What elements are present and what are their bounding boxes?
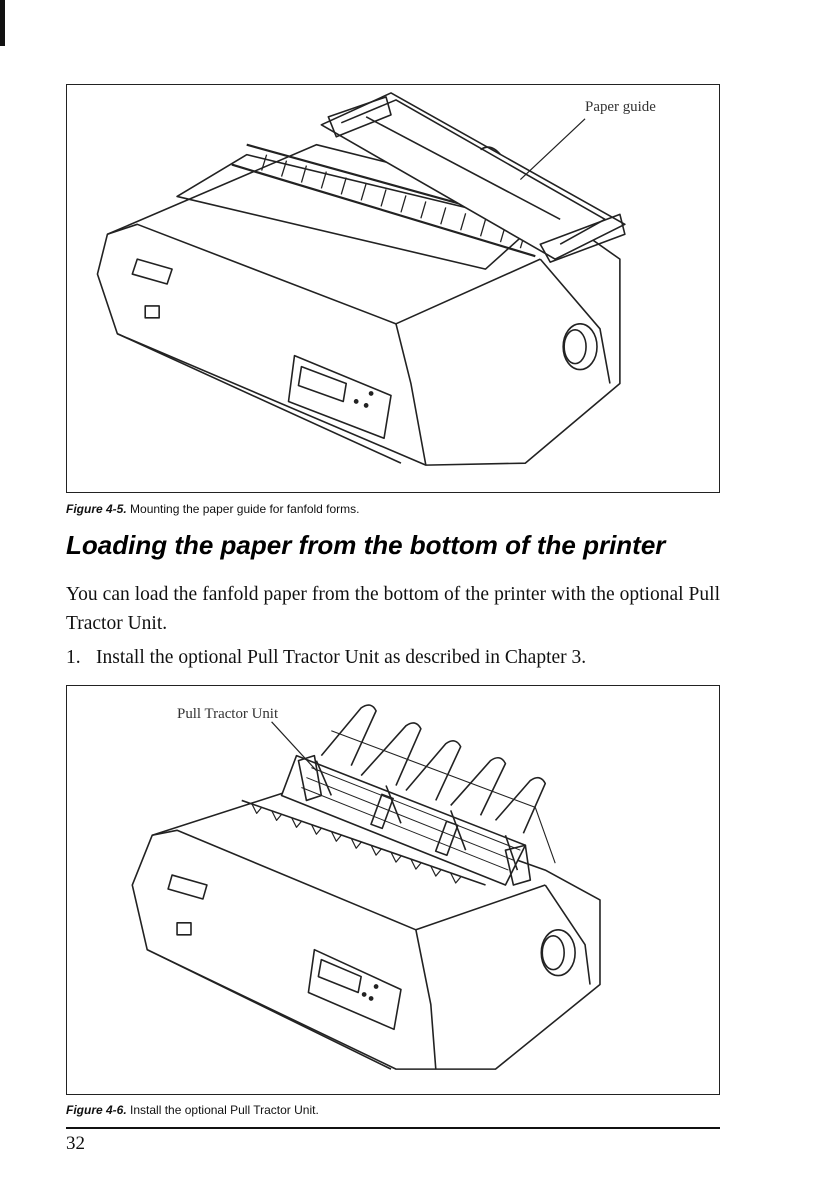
step-1	[66, 643, 586, 672]
figure-4-5-label: Figure 4-5.	[66, 502, 127, 516]
figure-4-6-caption	[66, 1103, 319, 1117]
figure-4-6-caption-text: Install the optional Pull Tractor Unit.	[130, 1103, 319, 1117]
figure-4-6-illustration	[66, 685, 720, 1095]
figure-4-5-caption-text: Mounting the paper guide for fanfold forms.	[130, 502, 360, 516]
step-1-number: 1.	[66, 647, 81, 668]
page-number: 32	[66, 1133, 85, 1154]
figure-4-6-label: Figure 4-6.	[66, 1103, 127, 1117]
intro-paragraph: You can load the fanfold paper from the bottom of the printer with the optional Pull Tractor Unit.	[66, 584, 720, 634]
binding-margin-mark	[0, 0, 5, 46]
step-1-text: Install the optional Pull Tractor Unit as described in Chapter 3.	[96, 647, 587, 668]
footer-rule	[66, 1127, 720, 1129]
paper-guide-callout: Paper guide	[585, 98, 656, 115]
printer-with-paper-guide-drawing	[67, 85, 719, 492]
printer-with-pull-tractor-drawing	[67, 686, 719, 1094]
figure-4-5-caption	[66, 502, 360, 516]
figure-4-5-illustration	[66, 84, 720, 493]
section-heading: Loading the paper from the bottom of the printer	[66, 530, 666, 560]
pull-tractor-callout: Pull Tractor Unit	[177, 705, 279, 722]
